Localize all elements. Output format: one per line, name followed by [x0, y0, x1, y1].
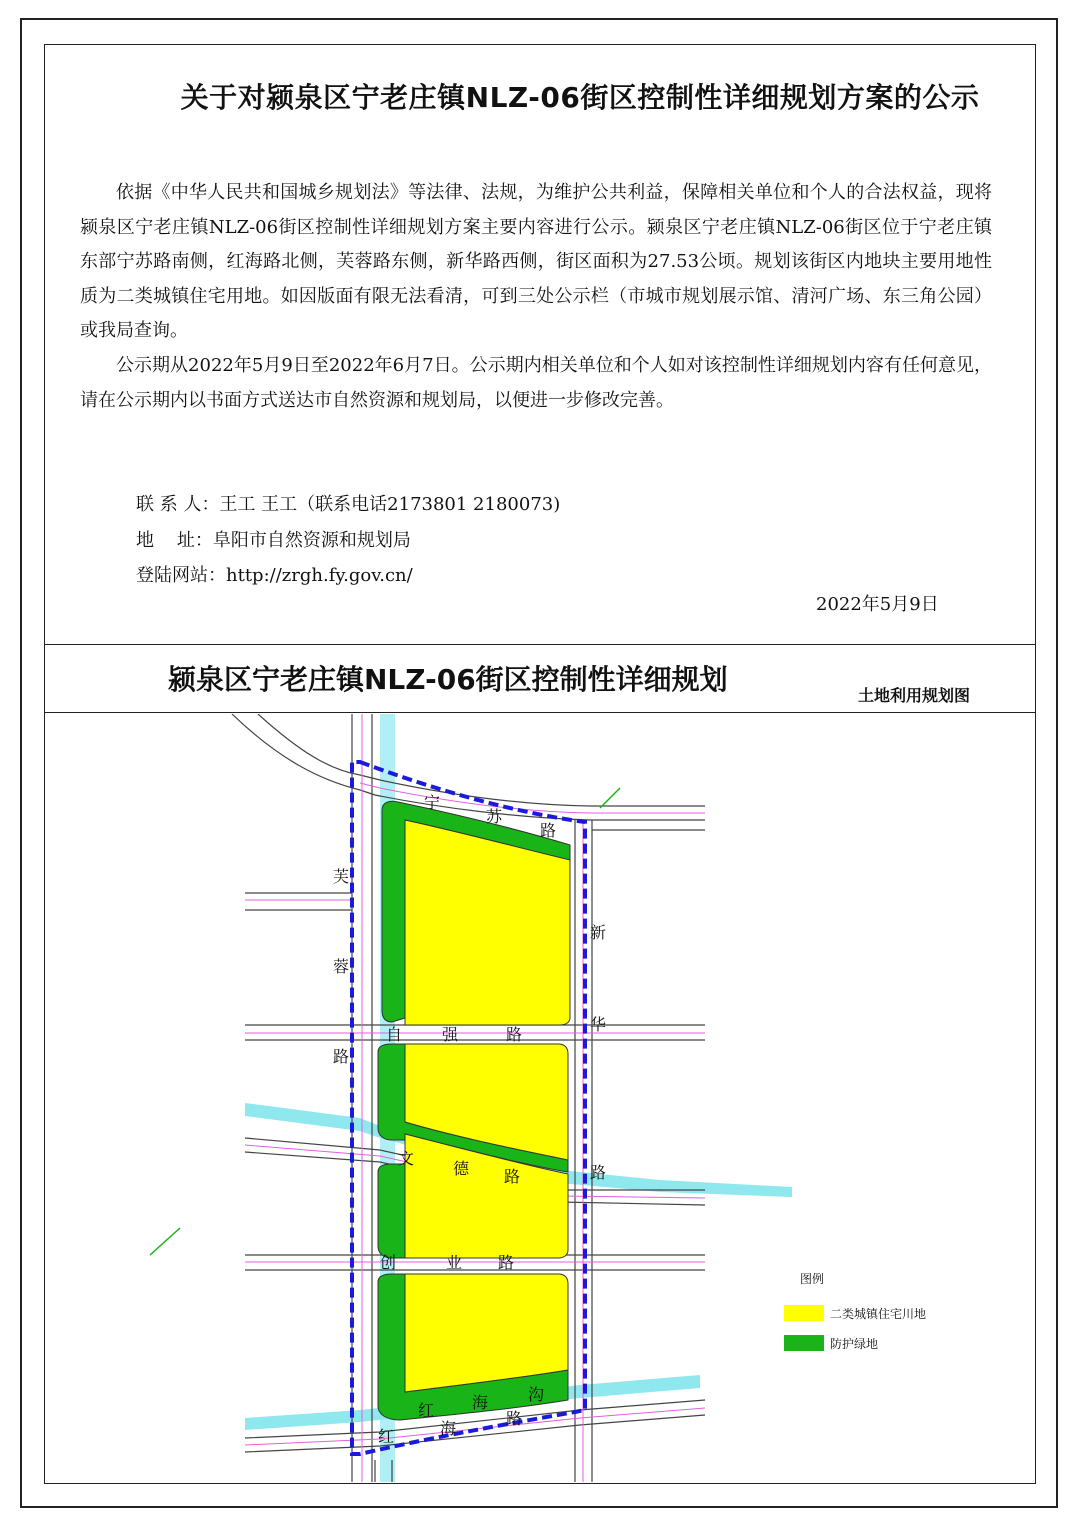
road-label-honghai-3: 路 [506, 1409, 523, 1428]
road-label-xinhua-2: 华 [590, 1015, 607, 1034]
road-label-wende-1: 文 [398, 1149, 415, 1168]
residential-blocks [405, 820, 570, 1392]
notice-title: 关于对颍泉区宁老庄镇NLZ-06街区控制性详细规划方案的公示 [180, 81, 980, 114]
road-label-honghaigou-2: 海 [472, 1393, 489, 1412]
road-label-furong-2: 蓉 [333, 957, 350, 976]
legend-title: 图例 [800, 1272, 825, 1286]
notice-paragraph-2: 公示期从2022年5月9日至2022年6月7日。公示期内相关单位和个人如对该控制性详细规划内容有任何意见，请在公示期内以书面方式送达市自然资源和规划局，以便进一步修改完善。 [80, 354, 992, 411]
road-label-furong-3: 路 [333, 1047, 350, 1066]
map-subtitle: 土地利用规划图 [858, 686, 971, 705]
map-legend [784, 1271, 926, 1351]
road-label-wende-2: 德 [453, 1159, 470, 1178]
website-value[interactable]: http://zrgh.fy.gov.cn/ [226, 565, 413, 586]
road-label-ziqiang-1: 自 [386, 1025, 403, 1044]
address-value: 阜阳市自然资源和规划局 [212, 530, 411, 551]
road-label-chuangye-2: 业 [446, 1253, 463, 1272]
road-label-ziqiang-3: 路 [506, 1025, 523, 1044]
road-label-honghai-2: 海 [440, 1419, 457, 1438]
address-label: 地 址： [136, 530, 213, 551]
road-label-xinhua-3: 路 [590, 1163, 607, 1182]
north-marker-line [600, 788, 620, 808]
legend-swatch-residential [784, 1305, 824, 1321]
contact-value: 王工 王工（联系电话2173801 2180073) [219, 494, 561, 515]
legend-swatch-green [784, 1335, 824, 1351]
road-label-xinhua-1: 新 [590, 923, 607, 942]
road-label-ningsu-1: 宁 [424, 793, 441, 812]
road-label-chuangye-1: 创 [380, 1253, 397, 1272]
road-label-wende-3: 路 [504, 1167, 521, 1186]
road-label-honghai-1: 红 [378, 1427, 395, 1446]
road-label-ningsu-2: 苏 [486, 807, 503, 826]
legend-label-green: 防护绿地 [830, 1337, 879, 1351]
road-label-furong-1: 芙 [333, 867, 350, 886]
website-label: 登陆网站： [136, 565, 226, 586]
road-label-ziqiang-2: 强 [442, 1025, 459, 1044]
map-title: 颍泉区宁老庄镇NLZ-06街区控制性详细规划 [168, 663, 728, 696]
notice-paragraph-1: 依据《中华人民共和国城乡规划法》等法律、法规，为维护公共利益，保障相关单位和个人的合法权益，现将颍泉区宁老庄镇NLZ-06街区控制性详细规划方案主要内容进行公示。颍泉区宁老庄镇NLZ-06街区位于宁老庄镇东部宁苏路南侧，红海路北侧，芙蓉路东侧，新华路西侧，街区面积为27.53公顷。规划该街区内地块主要用地性质为二类城镇住宅用地。如因版面有限无法看清，可到三处公示栏（市城市规划展示馆、清河广场、东三角公园）或我局查询。 [80, 182, 992, 342]
road-label-chuangye-3: 路 [498, 1253, 515, 1272]
road-label-ningsu-3: 路 [540, 821, 557, 840]
contact-label: 联 系 人： [136, 494, 220, 515]
road-label-honghaigou-3: 沟 [528, 1385, 545, 1404]
scale-marker-line [150, 1228, 180, 1255]
road-label-honghaigou-1: 红 [418, 1401, 435, 1420]
legend-label-residential: 二类城镇住宅川地 [830, 1307, 927, 1321]
notice-date: 2022年5月9日 [816, 594, 939, 615]
